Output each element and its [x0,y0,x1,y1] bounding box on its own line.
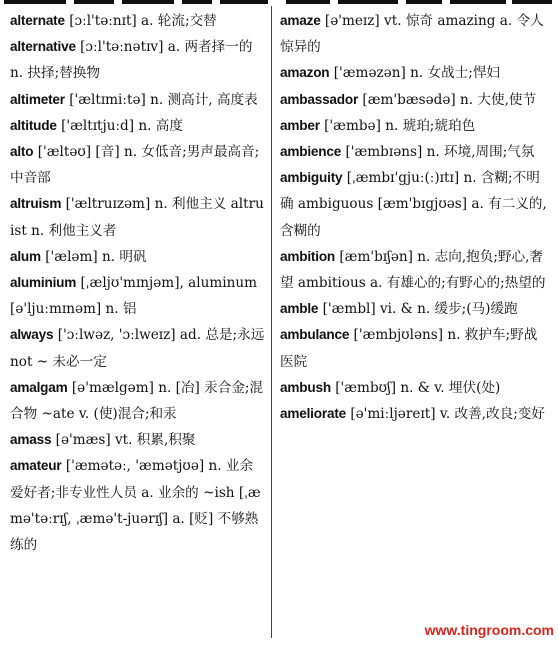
headword: ambassador [280,91,359,107]
definition: [æm'bɪʃən] n. 志向,抱负;野心,奢望 ambitious a. 有雄心的;有野心的;热望的 [280,248,546,292]
definition: [ə'miːljəreɪt] v. 改善,改良;变好 [346,406,545,423]
headword: amble [280,301,319,317]
definition: ['æltəʊ] [音] n. 女低音;男声最高音;中音部 [10,144,260,187]
headword: amateur [10,458,62,474]
entry-amble [280,296,550,322]
definition: [ə'mælgəm] n. [冶] 汞合金;混合物 ~ate v. (使)混合;和汞 [10,379,264,423]
definition: ['æmətəː, 'æmətjʊə] n. 业余爱好者;非专业性人员 a. 业余的 ~ish [ˌæmə'təːrɪʃ, ˌæmə't-juərɪʃ] a. [贬] 不够熟练的 [10,458,261,554]
watermark-link[interactable]: www.tingroom.com [424,622,554,638]
entry-aluminium [10,270,266,322]
headword: ambulance [280,327,350,343]
left-column [10,8,266,558]
definition: [ˌæljʊ'mɪnjəm], aluminum [ə'ljuːmɪnəm] n. 铝 [10,275,257,318]
definition: ['æltɪtjuːd] n. 高度 [56,117,183,134]
definition: ['æltruɪzəm] n. 利他主义 altruist n. 利他主义者 [10,196,264,239]
entry-altruism [10,191,266,243]
headword: alternate [10,13,65,28]
entry-alum [10,244,266,270]
entry-ameliorate [280,401,550,427]
definition: ['æmbʊʃ] n. & v. 埋伏(处) [330,379,501,396]
entry-amateur [10,453,266,558]
top-edge-rule [0,0,558,5]
headword: ambiguity [280,170,343,186]
definition: ['æməzən] n. 女战士;悍妇 [329,65,501,82]
definition: ['æmbjʊləns] n. 救护车;野战医院 [280,327,538,370]
headword: amazon [280,65,330,81]
headword: ambition [280,248,336,264]
headword: alternative [10,39,76,55]
headword: amass [10,432,52,448]
headword: altruism [10,196,62,212]
headword: altimeter [10,91,65,107]
entry-alternate [10,8,266,34]
right-column [280,8,550,427]
definition: ['ɔːlwəz, 'ɔːlweɪz] ad. 总是;永远 not ~ 未必一定 [10,327,265,370]
headword: amaze [280,13,321,28]
headword: ambience [280,144,342,160]
definition: [ˌæmbɪ'gjuː(ː)ɪtɪ] n. 含糊;不明确 ambiguous [æm'bɪgjʊəs] a. 有二义的,含糊的 [280,170,547,239]
definition: ['æləm] n. 明矾 [40,248,147,265]
definition: [ɔːl'təːnɪt] a. 轮流;交替 [64,13,217,29]
entry-amaze [280,8,550,60]
entry-ambiguity [280,165,550,244]
entry-always [10,322,266,374]
entry-amazon [280,60,550,86]
entry-ambience [280,139,550,165]
definition: ['æmbɪəns] n. 环境,周围;气氛 [341,144,535,161]
entry-amalgam [10,375,266,427]
entry-amber [280,113,550,139]
definition: [ɔːl'təːnətɪv] a. 两者择一的 n. 抉择;替换物 [10,39,253,82]
entry-ambassador [280,87,550,113]
definition: ['æmbə] n. 琥珀;琥珀色 [319,117,476,134]
entry-alternative [10,34,266,86]
entry-altimeter [10,87,266,113]
headword: altitude [10,117,57,133]
headword: aluminium [10,275,77,291]
headword: amber [280,117,320,133]
entry-amass [10,427,266,453]
headword: ambush [280,379,331,395]
definition: ['æmbl] vi. & n. 缓步;(马)缓跑 [318,301,518,318]
entry-alto [10,139,266,191]
headword: always [10,327,54,343]
entry-altitude [10,113,266,139]
definition: [ə'meɪz] vt. 惊奇 amazing a. 令人惊异的 [280,13,544,56]
headword: alto [10,144,34,160]
definition: [æm'bæsədə] n. 大使,使节 [358,91,537,108]
headword: alum [10,248,41,264]
definition: ['æltɪmiːtə] n. 测高计, 高度表 [64,91,258,108]
entry-ambition [280,244,550,296]
definition: [ə'mæs] vt. 积累,积聚 [51,432,196,449]
column-divider [271,6,272,638]
entry-ambulance [280,322,550,374]
entry-ambush [280,375,550,401]
headword: ameliorate [280,406,347,422]
headword: amalgam [10,379,68,395]
